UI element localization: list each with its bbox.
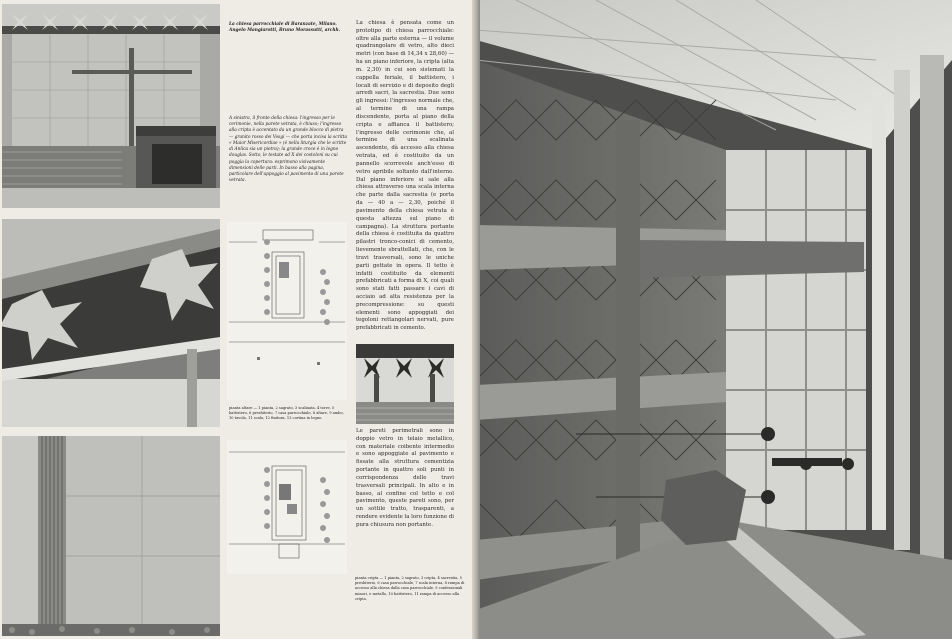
crypt-floor-plan	[227, 440, 347, 574]
glass-wall-detail-photo	[2, 436, 220, 636]
facade-photo	[2, 4, 220, 208]
interior-structure-photo	[356, 344, 454, 424]
church-interior-photo	[476, 0, 952, 639]
crypt-plan-caption: pianta cripta — 1 pianta, 2 sagrato, 3 cripta, 4 sacrestia, 5 presbiterio, 6 casa parrocchiale, 7 scala interna, 8 rampa di accesso alla chiesa dalla casa parrocchiale, 9 confessionali minori, e metallo, 10 battistero, 11 rampa di accesso alla cripta.	[355, 576, 465, 601]
roof-beams-photo	[2, 219, 220, 427]
photo-caption: A sinistra, il fronte della chiesa: l'ingresso per le cerimonie, nella parete vetrata, è chiuso; l'ingresso alla cripta è accentato da un grande blocco di pietra — granito rosso dei Vosgi — che porta incisa la scritta « Maior Misericordiae » (è nella liturgia che le scritte di Anlica sia un pietra); la grande croce è in legno douglas. Sotto, le testate ad X dei costoloni su cui poggia la copertura: esprimono visivamente dimensioni delle parti. In basso alla pagina, particolare dell'appoggio al pavimento di una parete vetrata.	[229, 116, 348, 184]
upper-floor-plan	[227, 222, 347, 400]
article-title-caption: La chiesa parrocchiale di Baranzate, Milano. Angelo Mangiarotti, Bruno Morassutti, archh.	[229, 22, 341, 34]
article-body-column-1: La chiesa è pensata come un prototipo di chiesa parrocchiale: oltre alla parte esterna — il volume quadrangolare di vetro, alto dieci metri (con base di 14,34 x 28,60) — ha un piano inferiore, la cripta (alta m. 2,30) in cui son sistemati la cappella feriale, il battistero, i locali di servizio e di deposito degli arredi sacri, la sacrestia. Due sono gli ingressi: l'ingresso normale che, al termine di una rampa discendente, porta al piano della cripta e affianca il battistero; l'ingresso delle cerimonie che, al termine di una scalinata ascendente, dà accesso alla chiesa vetrata, ed è costituito da un pannello scorrevole anch'esso di vetro apribile soltanto dall'interno. Dal piano inferiore si sale alla chiesa attraverso una scala interna che parte dalla sacrestia (e porta da — 40 a — 2,30, poiché il pavimento della chiesa vetrata è questa altezza sul piano di campagna). La struttura portante della chiesa è costituita da quattro pilastri tronco-conici di cemento, lievemente sbrattellati, che, con le travi trasversali, sono le uniche parti gettate in opera. Il tetto è infatti costituito da elementi prefabbricati a forma di X, coi quali sono stati fatti passare i cavi di acciaio ad alta resistenza per la precompressione: su questi elementi sono appoggiati dei tegoloni rettangolari nervati, pure prefabbricati in cemento.	[356, 20, 454, 332]
article-body-column-2: Le pareti perimetrali sono in doppio vetro in telaio metallico, con materiale coibente intermedio e sono appoggiate al pavimento e fissate alla struttura cementizia portante in quattro soli punti in corrispondenza delle travi trasversali principali. In alto e in basso, al confine col tetto e col pavimento, queste pareti sono, per un sottile tratto, trasparenti, a rendere evidente la loro funzione di pura chiusura non portante.	[356, 428, 454, 528]
upper-plan-caption: pianta altare — 1 pianta, 2 sagrato, 3 scalinata, 4 torre, 5 battistero, 6 presbiterio, 7 casa parrocchiale, 8 altare, 9 ambo, 10 tavola, 11 scala, 12 finitura, 13 cortina in legno.	[229, 406, 344, 421]
page-gutter	[472, 0, 480, 639]
right-page	[476, 0, 952, 639]
